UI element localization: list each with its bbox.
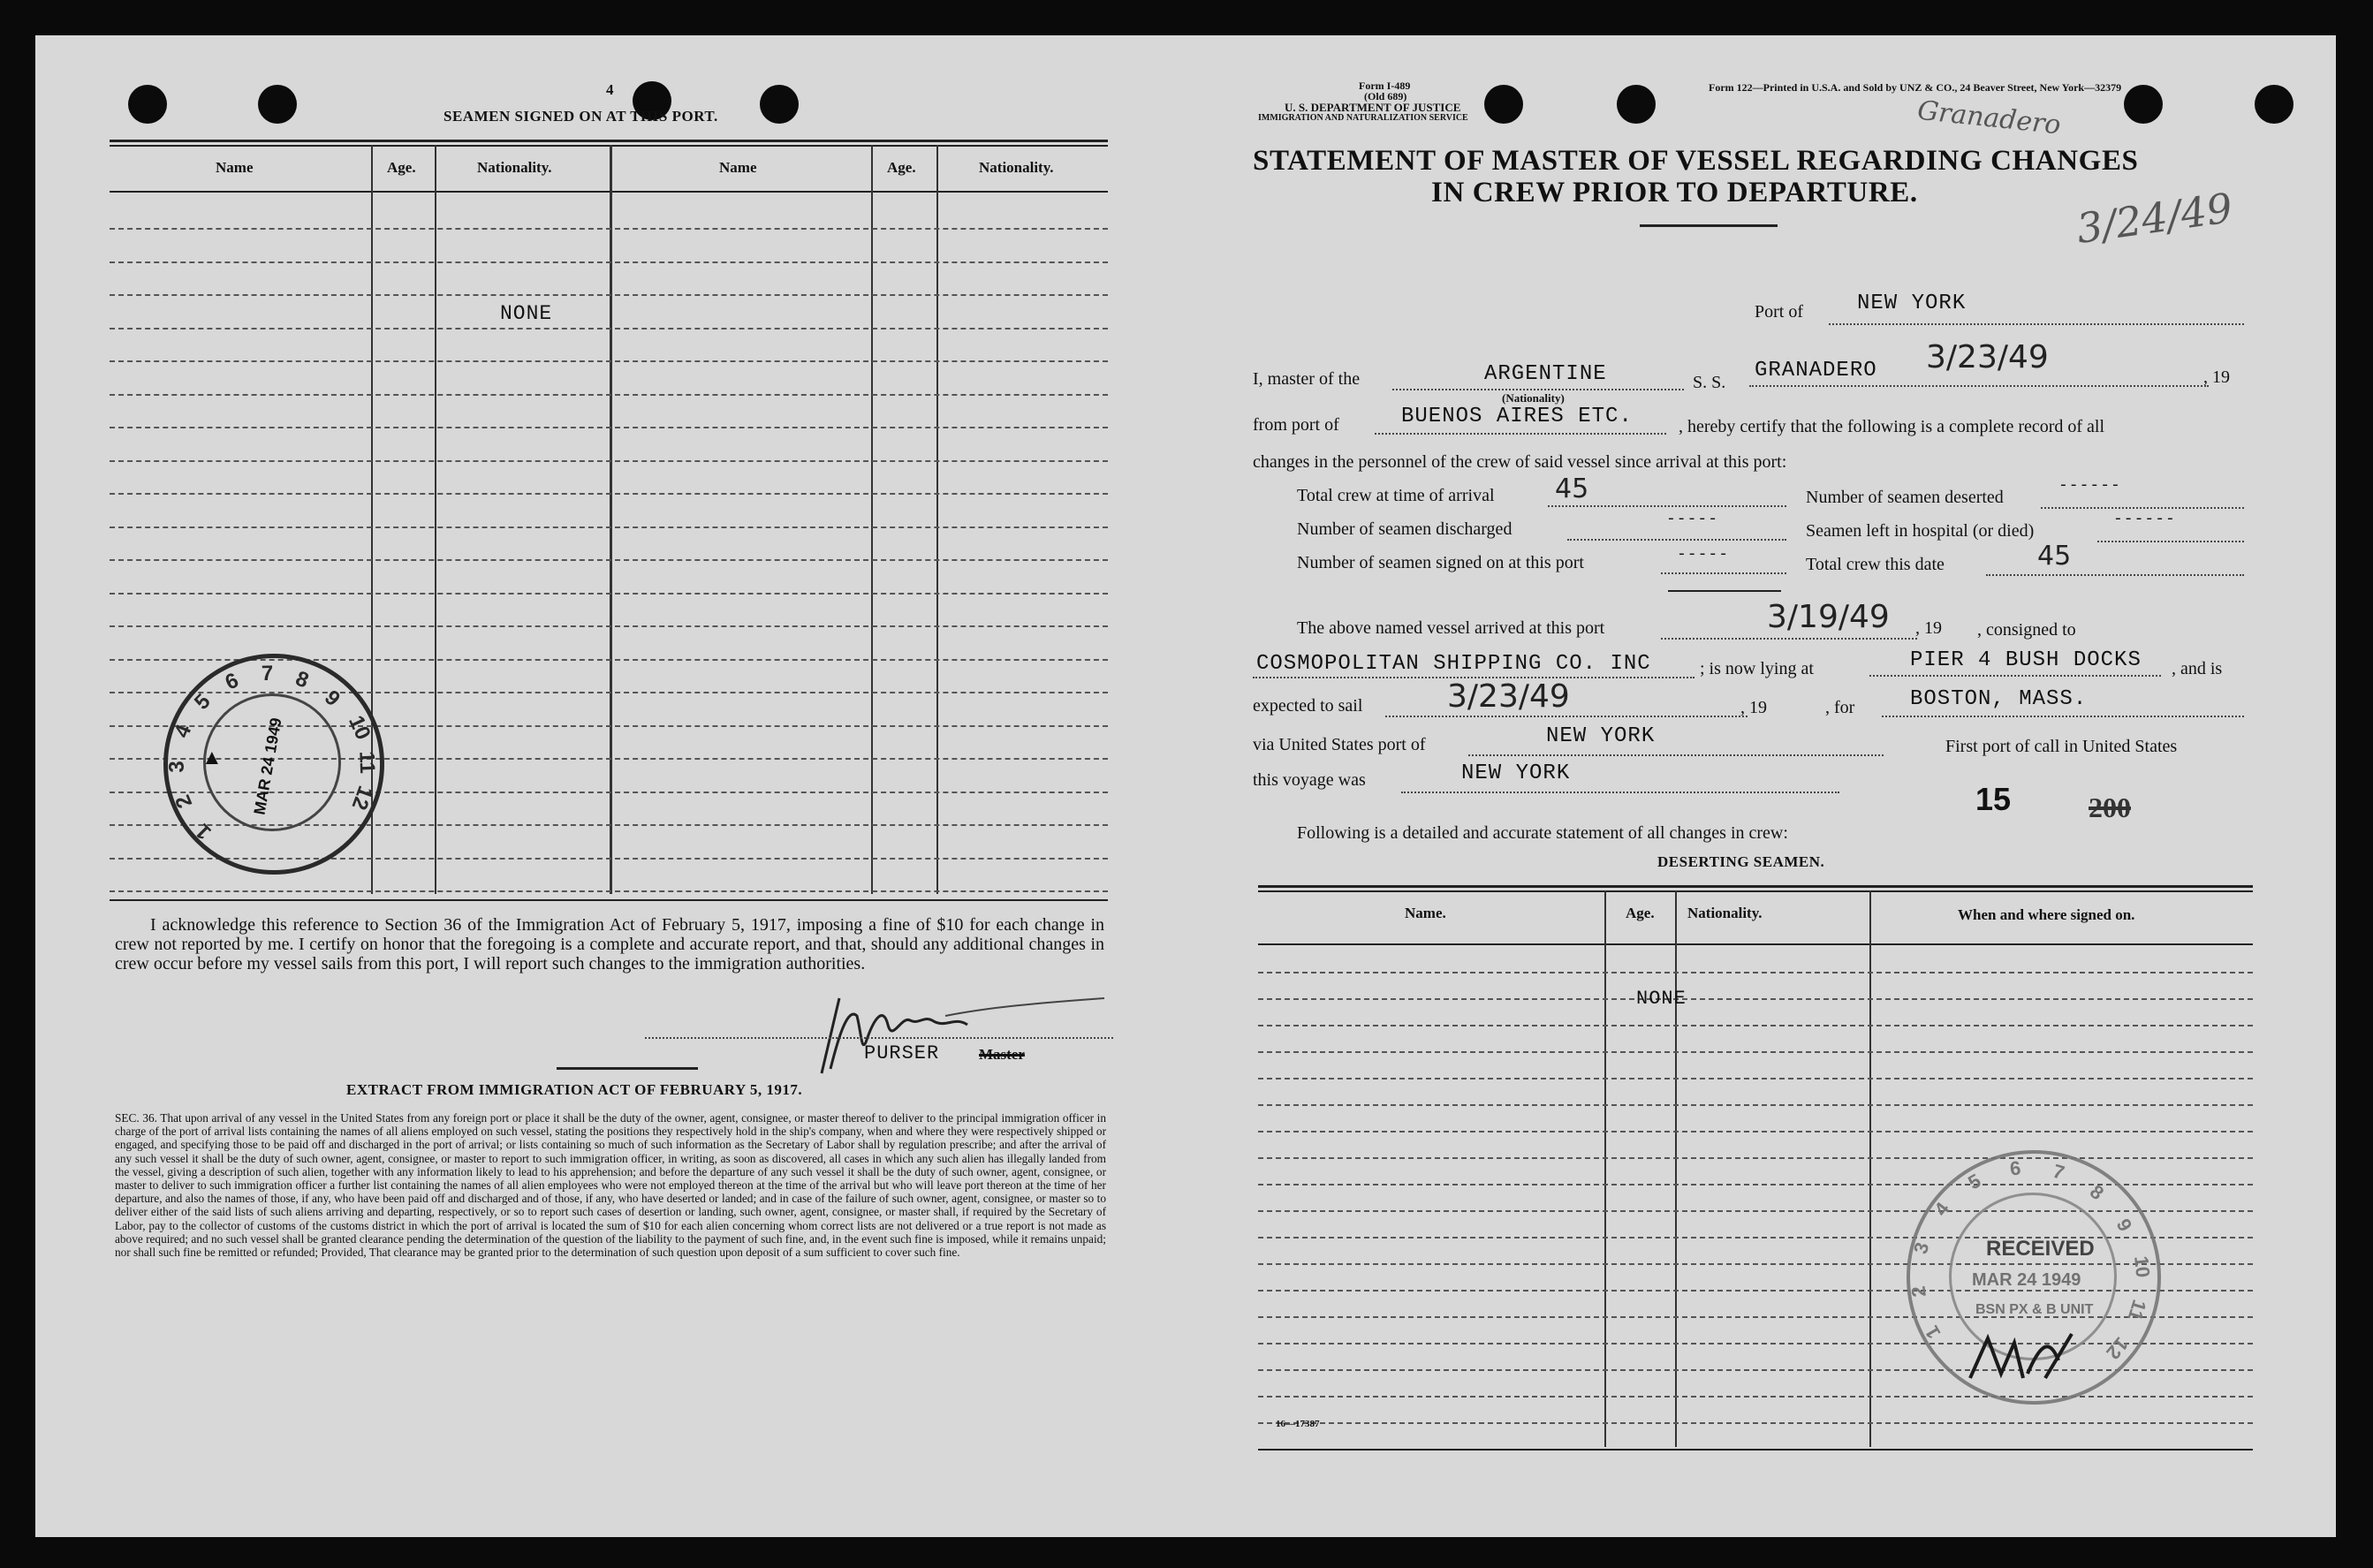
- stamp-digit: 11: [2124, 1297, 2151, 1323]
- and-is-label: , and is: [2172, 659, 2223, 678]
- table-row-line: [110, 559, 1108, 561]
- table-row-line: [110, 360, 1108, 362]
- handwritten-date: 3/24/49: [2074, 183, 2236, 254]
- discharged-line: [1567, 539, 1786, 541]
- extract-rule: [557, 1067, 698, 1070]
- left-title: SEAMEN SIGNED ON AT THIS PORT.: [444, 108, 718, 125]
- punch-hole: [128, 85, 167, 124]
- right-title-line-2: IN CREW PRIOR TO DEPARTURE.: [1431, 177, 1918, 208]
- hospital-value: ------: [2113, 511, 2176, 528]
- deserting-title: DESERTING SEAMEN.: [1657, 853, 1825, 870]
- acknowledgment-text: I acknowledge this reference to Section 36 of the Immigration Act of February 5, 1917, imposing a fine of $10 for each change in crew not reported by me. I certify on honor that the foregoing is a complete and accurate report, and that, should any additional changes in crew occur before my vessel sails from this port, I will report such changes to the immigration authorities.: [115, 915, 1104, 973]
- table-row-line: [110, 261, 1108, 263]
- right-none-entry: NONE: [1636, 988, 1687, 1010]
- table-row-line: [1258, 1051, 2253, 1053]
- for-value: BOSTON, MASS.: [1910, 687, 2088, 711]
- table-row-line: [1258, 1025, 2253, 1026]
- table-row-line: [110, 526, 1108, 528]
- right-col-divider: [1675, 890, 1677, 1447]
- stamp-digit: 4: [170, 721, 197, 742]
- stamp-digit: 9: [2111, 1215, 2137, 1236]
- signer-struck: Master: [979, 1046, 1025, 1063]
- stamp-digit: 5: [1964, 1169, 1985, 1194]
- consigned-label: , consigned to: [1977, 620, 2076, 640]
- stamp-received-text: RECEIVED: [1986, 1237, 2095, 1261]
- ship-line: [1749, 385, 2209, 387]
- stamp-digit: 8: [292, 666, 313, 693]
- left-col-divider: [435, 145, 436, 894]
- hospital-line: [2097, 541, 2244, 542]
- total-arrival-line: [1548, 505, 1786, 507]
- count-value: 15: [1975, 781, 2012, 817]
- form-number: Form I-489: [1359, 80, 1411, 92]
- from-port-label: from port of: [1253, 415, 1339, 435]
- total-date-label: Total crew this date: [1806, 555, 1945, 574]
- table-row-line: [110, 625, 1108, 627]
- left-table-top-rule: [110, 140, 1108, 142]
- stamp-digit: 6: [2008, 1156, 2022, 1180]
- left-col-divider: [871, 145, 873, 894]
- from-port-line: [1375, 433, 1666, 435]
- punch-hole: [2255, 85, 2293, 124]
- port-line: [1829, 323, 2244, 325]
- changes-text: changes in the personnel of the crew of said vessel since arrival at this port:: [1253, 452, 1787, 472]
- via-value: NEW YORK: [1546, 724, 1656, 748]
- left-col-name-2: Name: [719, 159, 757, 176]
- arrived-value: 3/19/49: [1767, 599, 1890, 635]
- left-col-age-2: Age.: [887, 159, 916, 176]
- discharged-label: Number of seamen discharged: [1297, 519, 1513, 539]
- total-arrival-label: Total crew at time of arrival: [1297, 486, 1495, 505]
- document-sheet: [35, 35, 2336, 1537]
- table-row-line: [110, 593, 1108, 595]
- right-header-rule: [1258, 943, 2253, 945]
- nationality-line: [1392, 389, 1684, 390]
- extract-title: EXTRACT FROM IMMIGRATION ACT OF FEBRUARY 5, 1917.: [346, 1081, 803, 1098]
- left-col-divider: [610, 145, 612, 894]
- voyage-value: NEW YORK: [1461, 761, 1571, 785]
- handwritten-ship-name: Granadero: [1915, 95, 2063, 141]
- nationality-value: ARGENTINE: [1484, 362, 1607, 386]
- signer-title: PURSER: [864, 1042, 940, 1064]
- stamp-digit: 1: [1920, 1322, 1945, 1343]
- table-row-line: [1258, 1422, 2253, 1424]
- table-row-line: [110, 328, 1108, 330]
- right-table-bottom-rule: [1258, 1449, 2253, 1451]
- table-row-line: [1258, 1078, 2253, 1079]
- table-row-line: [1258, 972, 2253, 973]
- stamp-digit: 2: [1907, 1284, 1930, 1299]
- lying-value: PIER 4 BUSH DOCKS: [1910, 648, 2142, 672]
- nationality-caption: (Nationality): [1502, 391, 1565, 405]
- consignee-value: COSMOPOLITAN SHIPPING CO. INC: [1256, 652, 1651, 676]
- left-col-name-1: Name: [216, 159, 254, 176]
- via-label: via United States port of: [1253, 735, 1426, 754]
- stamp-digit: 5: [190, 689, 216, 715]
- discharged-value: -----: [1666, 511, 1719, 528]
- from-port-value: BUENOS AIRES ETC.: [1401, 405, 1633, 428]
- signed-on-value: -----: [1677, 546, 1730, 564]
- stamp-digit: 11: [354, 750, 380, 775]
- ss-label: S. S.: [1693, 373, 1726, 392]
- table-row-line: [110, 493, 1108, 495]
- left-stamp-star: ▲: [201, 746, 223, 769]
- table-row-line: [110, 294, 1108, 296]
- total-date-line: [1986, 574, 2244, 576]
- table-row-line: [110, 890, 1108, 892]
- lying-line: [1869, 675, 2161, 677]
- stamp-digit: 4: [1929, 1198, 1953, 1221]
- left-header-rule: [110, 191, 1108, 193]
- table-row-line: [110, 460, 1108, 462]
- right-col-nationality: Nationality.: [1687, 905, 1763, 921]
- signed-on-label: Number of seamen signed on at this port: [1297, 553, 1584, 572]
- punch-hole: [258, 85, 297, 124]
- right-col-age: Age.: [1626, 905, 1655, 921]
- expected-value: 3/23/49: [1447, 678, 1570, 715]
- stamp-digit: 1: [191, 818, 217, 845]
- stamp-initials: [1961, 1325, 2094, 1396]
- left-col-divider: [936, 145, 938, 894]
- form-old-number: (Old 689): [1364, 90, 1407, 102]
- signature-mark: [813, 981, 1113, 1078]
- stamp-digit: 9: [320, 686, 345, 712]
- punch-hole: [2124, 85, 2163, 124]
- left-table-top-rule-2: [110, 145, 1108, 147]
- left-col-age-1: Age.: [387, 159, 416, 176]
- right-col-divider: [1604, 890, 1606, 1447]
- stamp-digit: 10: [2130, 1254, 2155, 1279]
- via-line: [1468, 754, 1884, 756]
- lying-label: ; is now lying at: [1700, 659, 1814, 678]
- ship-value: GRANADERO: [1755, 359, 1877, 383]
- following-text: Following is a detailed and accurate statement of all changes in crew:: [1297, 823, 1788, 843]
- stamp-digit: 8: [2085, 1179, 2109, 1204]
- stamp-digit: 3: [164, 761, 189, 773]
- stamp-digit: 2: [171, 791, 198, 812]
- table-row-line: [110, 394, 1108, 396]
- signed-on-line: [1661, 572, 1786, 574]
- hospital-label: Seamen left in hospital (or died): [1806, 521, 2035, 541]
- punch-hole: [1484, 85, 1523, 124]
- voyage-line: [1401, 792, 1839, 793]
- expected-label: expected to sail: [1253, 696, 1363, 716]
- port-label: Port of: [1755, 302, 1803, 322]
- table-row-line: [1258, 1396, 2253, 1398]
- left-col-nationality-1: Nationality.: [477, 159, 552, 176]
- right-table-top-rule: [1258, 885, 2253, 888]
- certify-text: , hereby certify that the following is a complete record of all: [1679, 417, 2105, 436]
- year-suffix: , 19: [2203, 367, 2230, 387]
- left-table-bottom-rule: [110, 899, 1108, 901]
- left-col-nationality-2: Nationality.: [979, 159, 1054, 176]
- stamp-digit: 6: [222, 668, 243, 695]
- signature-line: [645, 1037, 1113, 1039]
- table-row-line: [1258, 998, 2253, 1000]
- stamp-unit-text: BSN PX & B UNIT: [1975, 1302, 2094, 1317]
- stamp-digit: 7: [2050, 1159, 2067, 1185]
- deserted-label: Number of seamen deserted: [1806, 488, 2004, 507]
- port-value: NEW YORK: [1857, 292, 1967, 315]
- table-row-line: [110, 228, 1108, 230]
- arrived-line: [1661, 638, 1917, 640]
- right-title-line-1: STATEMENT OF MASTER OF VESSEL REGARDING CHANGES: [1253, 145, 2139, 177]
- stamp-digit: 10: [343, 711, 375, 744]
- left-none-entry: NONE: [500, 302, 553, 325]
- department-name: U. S. DEPARTMENT OF JUSTICE: [1285, 101, 1461, 114]
- punch-hole: [1617, 85, 1656, 124]
- expected-line: [1385, 716, 1748, 717]
- right-col-divider: [1869, 890, 1871, 1447]
- table-row-line: [1258, 1104, 2253, 1106]
- stamp-date-text: MAR 24 1949: [1972, 1270, 2081, 1290]
- voyage-label: this voyage was: [1253, 770, 1366, 790]
- right-col-name: Name.: [1405, 905, 1446, 921]
- master-label: I, master of the: [1253, 369, 1361, 389]
- section-36-text: SEC. 36. That upon arrival of any vessel in the United States from any foreign port or place it shall be the duty of the owner, agent, consignee, or master thereof to deliver to the principal immigration officer in charge of the port of arrival lists containing the names of all aliens employed on such vessel, stating the positions they respectively hold in the ship's company, when and where they were respectively shipped or engaged, and specifying those to be paid off and discharged in the port of arrival; or lists containing so much of such information as the Secretary of Labor shall by regulation prescribe; and after the arrival of any such vessel it shall be the duty of such owner, agent, consignee, or master to report to such immigration officer, in writing, as soon as discovered, all cases in which any such alien has illegally landed from the vessel, giving a description of such alien, together with any information likely to lead to his apprehension; and before the departure of any such vessel it shall be the duty of such owner, agent, consignee, or master to deliver to such immigration officer a further list containing the names of all alien employees who were not employed thereon at the time of the arrival but who will leave port thereon at the time of her departure, and also the names of those, if any, who have been paid off and discharged and of those, if any, who have deserted or landed; and in case of the failure of such owner, agent, consignee, or master so to deliver either of the said lists of such aliens arriving and departing, respectively, or so to report such cases of desertion or landing, such owner, agent, consignee, or master shall, if required by the Secretary of Labor, pay to the collector of customs of the customs district in which the port of arrival is located the sum of $10 for each alien concerning whom correct lists are not delivered or a true report is not made as above required; and no such vessel shall be granted clearance pending the determination of the question of the liability to the payment of such fine, and, in the event such fine is imposed, while it remains unpaid; nor shall such fine be remitted or refunded; Provided, That clearance may be granted prior to the determination of such question upon deposit of a sum sufficient to cover such fine.: [115, 1111, 1106, 1260]
- statement-date: 3/23/49: [1926, 339, 2049, 375]
- for-line: [1882, 716, 2244, 717]
- totals-rule: [1668, 590, 1781, 592]
- expected-year: , 19: [1740, 698, 1767, 717]
- left-stamp-date: MAR 24 1949: [250, 716, 285, 816]
- for-label: , for: [1825, 698, 1855, 717]
- right-col-signed-on: When and where signed on.: [1958, 906, 2135, 923]
- service-name: IMMIGRATION AND NATURALIZATION SERVICE: [1258, 113, 1468, 123]
- stamp-digit: 3: [1909, 1239, 1934, 1257]
- table-row-line: [110, 427, 1108, 428]
- total-date-value: 45: [2037, 541, 2072, 572]
- stamp-digit: 12: [346, 782, 377, 813]
- page-number: 4: [606, 81, 614, 98]
- table-row-line: [1258, 1157, 2253, 1159]
- title-rule: [1640, 224, 1778, 227]
- first-port-label: First port of call in United States: [1945, 737, 2178, 756]
- stamp-digit: 12: [2102, 1332, 2134, 1364]
- stamp-digit: 7: [261, 661, 274, 686]
- count-struck: 200: [2089, 792, 2131, 823]
- punch-hole: [760, 85, 799, 124]
- printer-line: Form 122—Printed in U.S.A. and Sold by UNZ & CO., 24 Beaver Street, New York—32379: [1709, 81, 2122, 94]
- deserted-line: [2041, 507, 2244, 509]
- deserted-value: ------: [2058, 477, 2121, 495]
- total-arrival-value: 45: [1555, 473, 1589, 504]
- footer-code: 16—17387: [1276, 1419, 1320, 1429]
- right-table-top-rule-2: [1258, 890, 2253, 892]
- arrived-label: The above named vessel arrived at this port: [1297, 618, 1605, 638]
- table-row-line: [1258, 1131, 2253, 1132]
- arrived-year: , 19: [1915, 618, 1942, 638]
